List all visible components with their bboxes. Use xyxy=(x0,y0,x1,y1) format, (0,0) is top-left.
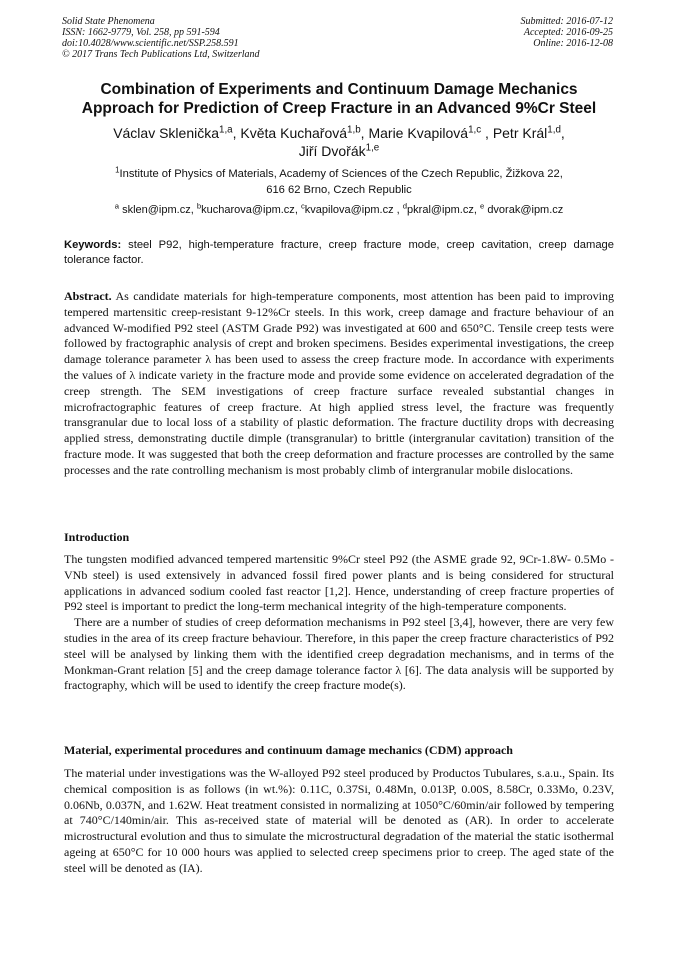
author-line-2 xyxy=(40,142,638,160)
email-link[interactable]: dvorak@ipm.cz xyxy=(487,204,564,216)
email-link[interactable]: kvapilova@ipm.cz xyxy=(304,204,394,216)
author-name: Květa Kuchařová xyxy=(240,125,348,141)
materials-heading: Material, experimental procedures and continuum damage mechanics (CDM) approach xyxy=(64,743,513,757)
keywords-text: steel P92, high-temperature fracture, creep fracture mode, creep cavitation, creep damage tolerance factor. xyxy=(64,239,614,266)
abstract-label: Abstract. xyxy=(64,289,112,303)
author-sup: 1,e xyxy=(365,142,380,154)
email-link[interactable]: sklen@ipm.cz xyxy=(122,204,191,216)
title-line-1: Combination of Experiments and Continuum Damage Mechanics xyxy=(100,81,578,98)
accepted-date: Accepted: 2016-09-25 xyxy=(523,27,613,38)
introduction-heading: Introduction xyxy=(64,530,130,544)
introduction-paragraph-2: There are a number of studies of creep deformation mechanisms in P92 steel [3,4], however, there are very few studies in the area of its creep fracture behaviour. Therefore, in this paper the creep fracture characteristics of P92 steel will be analysed by linking them with the identified creep degradation mechanisms, and in terms of the Monkman-Grant relation [5] and the creep damage tolerance factor λ [6]. The data analysis will be supported by fractography, which will be used to identify the creep fracture mode(s). xyxy=(64,615,614,693)
journal-name: Solid State Phenomena xyxy=(62,16,155,27)
author-line-1: Václav Sklenička$^{1,a}$, Květa Kuchařová$^{1,b}$, Marie Kvapilová$^{1,c}$ , Petr Král$^{1,d}$, xyxy=(113,124,565,141)
title-line-2: Approach for Prediction of Creep Fracture in an Advanced 9%Cr Steel xyxy=(81,100,597,117)
author-name: Jiří Dvořák xyxy=(298,143,366,159)
email-list: $^a$ sklen@ipm.cz, $^b$kucharova@ipm.cz, $^c$kvapilova@ipm.cz , $^d$pkral@ipm.cz, $^e$ dvorak@ipm.cz xyxy=(114,201,564,216)
author-list xyxy=(40,124,638,160)
submitted-date: Submitted: 2016-07-12 xyxy=(520,16,613,27)
affiliation-line-2: 616 62 Brno, Czech Republic xyxy=(266,184,412,196)
introduction-paragraph-1: The tungsten modified advanced tempered martensitic 9%Cr steel P92 (the ASME grade 92, 9Cr-1.8W- 0.5Mo - VNb steel) is used extensively in advanced fossil fired power plants and is being considered for structural applications in advanced sodium cooled fast reactor [1,2]. Hence, understanding of creep fracture properties of P92 steel is important to predict the long-term mechanical integrity of the high-temperature components. xyxy=(64,552,614,614)
email-link[interactable]: pkral@ipm.cz xyxy=(407,204,474,216)
author-sup: 1,a xyxy=(219,124,233,136)
author-name: Marie Kvapilová xyxy=(368,125,469,141)
author-sup: 1,c xyxy=(468,124,482,136)
keywords-label: Keywords: xyxy=(64,239,122,251)
abstract-text: As candidate materials for high-temperature components, most attention has been paid to improving tempered martensitic creep-resistant 9-12%Cr steels. In this work, creep damage and fracture behaviour of an advanced W-modified P92 steel (ASTM Grade P92) was investigated at 600 and 650°C. Tensile creep tests were followed by fractographic analysis of crept and broken specimens. Besides experimental investigations, the creep damage tolerance parameter λ has been used to assess the creep fracture mode. In accordance with experiments the values of λ indicate variety in the fracture mode and provide some evidence on accelerated degradation of the creep strength. The SEM investigations of creep fracture surface revealed substantial changes in microfractographic features of creep fracture. At high applied stress level, the fracture was frequently transgranular due to local loss of a stability of plastic deformation. The fracture ductility drops with decreasing applied stress, demonstrating ductile dimple (transgranular) to brittle (intergranular cavitation) transition of the fracture mode. It was suggested that both the creep deformation and fracture processes are controlled by the same processes and the rate controlling mechanism is most probably climb of intergranular mobile dislocations. xyxy=(64,289,614,477)
introduction-body xyxy=(64,552,614,694)
author-name: Petr Král xyxy=(492,125,548,141)
author-sup: 1,b xyxy=(347,124,361,136)
author-sup: 1,d xyxy=(547,124,561,136)
affiliation-line-1: $^1$Institute of Physics of Materials, Academy of Sciences of the Czech Republic, Žižkova 22, xyxy=(115,165,563,180)
abstract-block xyxy=(64,289,614,479)
materials-paragraph-1: The material under investigations was the W-alloyed P92 steel produced by Productos Tubulares, s.a.u., Spain. Its chemical composition is as follows (in wt.%): 0.11C, 0.37Si, 0.48Mn, 0.013P, 0.00S, 8.58Cr, 0.33Mo, 0.23V, 0.06Nb, 0.037N, and 1.62W. Heat treatment consisted in normalizing at 1050°C/60min/air followed by tempering at 740°C/140min/air. This as-received state of material will be denoted as (AR). In order to accelerate microstructural evolution and thus to simulate the microstructural degradation of the material the static isothermal ageing at 650°C for 10 000 hours was applied to selected creep specimens prior to creep. The aged state of the steel will be denoted as (IA). xyxy=(64,766,614,875)
journal-header-left xyxy=(62,16,260,60)
copyright-line: © 2017 Trans Tech Publications Ltd, Switzerland xyxy=(62,49,260,60)
author-name: Václav Sklenička xyxy=(113,125,220,141)
paper-title xyxy=(40,80,638,118)
affiliation-sup: 1 xyxy=(115,165,120,175)
doi-line[interactable]: doi:10.4028/www.scientific.net/SSP.258.591 xyxy=(62,38,239,49)
journal-header-right xyxy=(521,16,614,49)
keywords-block xyxy=(64,238,614,268)
materials-body xyxy=(64,766,614,877)
email-link[interactable]: kucharova@ipm.cz xyxy=(201,204,295,216)
online-date: Online: 2016-12-08 xyxy=(533,38,613,49)
affiliation xyxy=(40,166,638,198)
issn-line: ISSN: 1662-9779, Vol. 258, pp 591-594 xyxy=(62,27,220,38)
